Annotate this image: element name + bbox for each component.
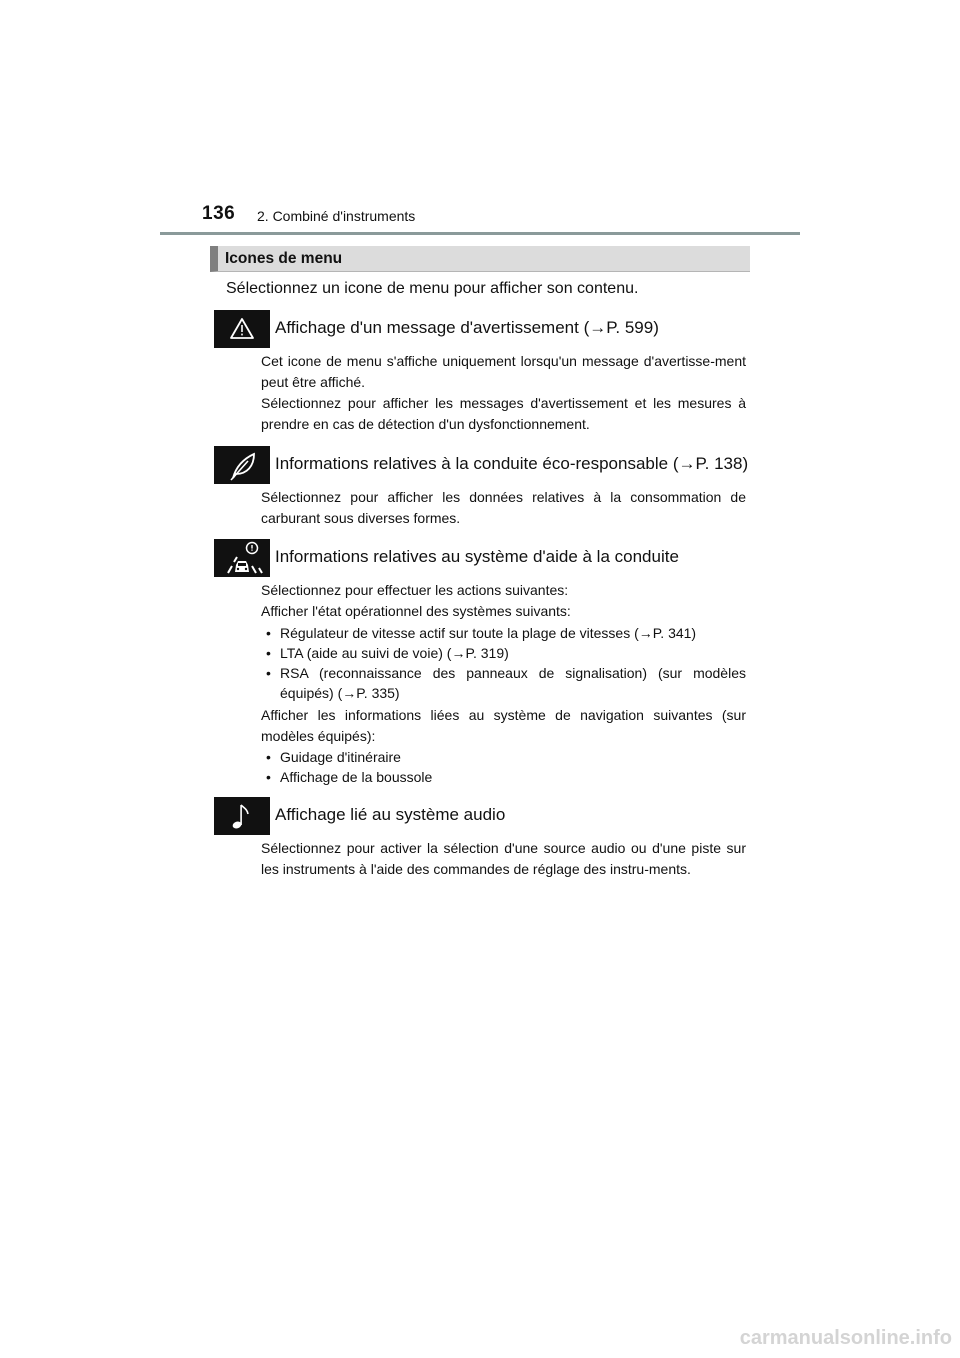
paragraph: Sélectionnez pour effectuer les actions suivantes:	[261, 582, 569, 598]
navigation-description	[261, 705, 746, 747]
music-note-icon	[214, 797, 270, 835]
paragraph: Afficher l'état opérationnel des systèmes suivants:	[261, 603, 571, 619]
warning-description	[261, 351, 746, 435]
watermark: carmanualsonline.info	[739, 1327, 952, 1349]
page-number: 136	[202, 203, 236, 224]
driving-assist-icon	[214, 539, 270, 577]
paragraph: Sélectionnez pour afficher les messages d'avertissement et les mesures à prendre en cas de détection d'un dysfonctionnement.	[261, 395, 746, 432]
list-item: • RSA (reconnaissance des panneaux de signalisation) (sur modèles équipés) (→P. 335)	[266, 663, 746, 703]
eco-description	[261, 487, 746, 529]
list-item: • LTA (aide au suivi de voie) (→P. 319)	[266, 643, 746, 663]
menu-item-title: Informations relatives à la conduite éco-responsable (→P. 138)	[275, 454, 749, 473]
menu-item-title: Informations relatives au système d'aide à la conduite	[275, 547, 679, 566]
system-list	[266, 623, 746, 703]
navigation-list	[266, 747, 746, 787]
paragraph: Sélectionnez pour activer la sélection d'une source audio ou d'une piste sur les instruments à l'aide des commandes de réglage des instru-ments.	[261, 840, 746, 877]
menu-item-title: Affichage lié au système audio	[275, 805, 506, 824]
eco-leaf-icon	[214, 446, 270, 484]
paragraph: Afficher les informations liées au système de navigation suivantes (sur modèles équipés):	[261, 707, 746, 744]
section-intro: Sélectionnez un icone de menu pour afficher son contenu.	[226, 280, 639, 297]
section-heading-text: Icones de menu	[225, 250, 343, 267]
paragraph: Cet icone de menu s'affiche uniquement lorsqu'un message d'avertisse-ment peut être affiché.	[261, 353, 746, 390]
paragraph: Sélectionnez pour afficher les données relatives à la consommation de carburant sous diverses formes.	[261, 489, 746, 526]
driving-assist-lines	[261, 580, 746, 622]
audio-description	[261, 838, 746, 880]
chapter-title: 2. Combiné d'instruments	[257, 208, 416, 224]
warning-triangle-icon	[214, 310, 270, 348]
menu-item-title: Affichage d'un message d'avertissement (→P. 599)	[275, 318, 659, 337]
list-item: • Guidage d'itinéraire	[266, 747, 746, 767]
section-heading	[210, 246, 750, 272]
page-header	[0, 0, 960, 240]
list-item: • Affichage de la boussole	[266, 767, 746, 787]
header-rule	[160, 232, 800, 235]
list-item: • Régulateur de vitesse actif sur toute la plage de vitesses (→P. 341)	[266, 623, 746, 643]
